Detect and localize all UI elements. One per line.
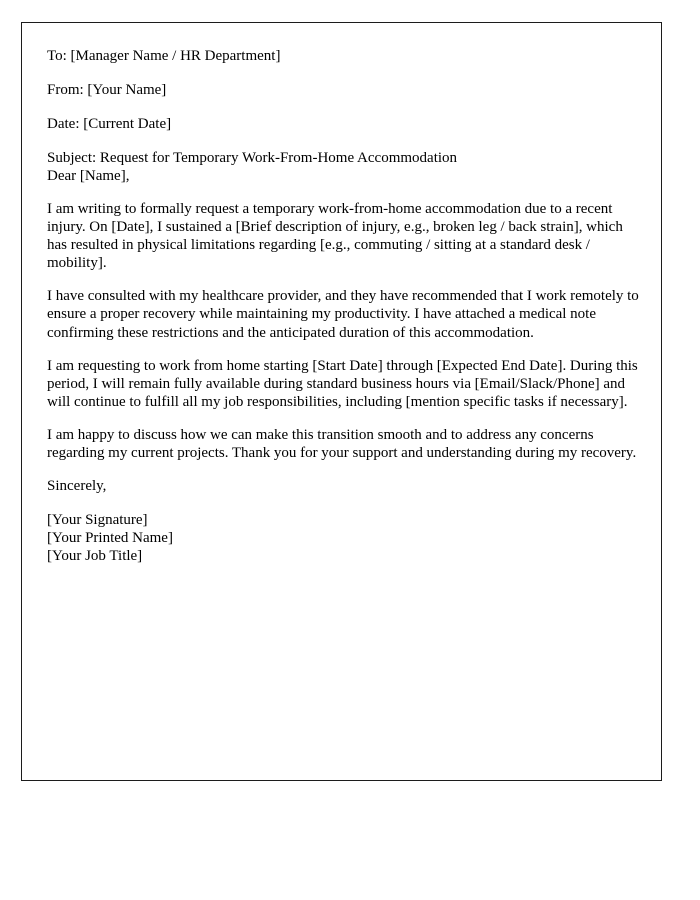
sender-line: From: [Your Name] [47, 82, 167, 98]
letter-body-block [47, 200, 639, 462]
date-line: Date: [Current Date] [47, 116, 172, 132]
closing-salutation: Sincerely, [47, 478, 107, 495]
letter-page [21, 22, 662, 781]
printed-name-placeholder: [Your Printed Name] [47, 530, 173, 547]
paragraph-request-duration: I am requesting to work from home starting [Start Date] through [Expected End Date]. During this period, I will remain fully available during standard business hours via [Email/Slack/Phone] and will continue to fulfill all my job responsibilities, including [mention specific tasks if necessary]. [47, 357, 638, 410]
recipient-line: To: [Manager Name / HR Department] [47, 48, 281, 64]
letter-header-block [47, 47, 639, 167]
job-title-placeholder: [Your Job Title] [47, 548, 143, 565]
signature-block [47, 511, 639, 565]
signature-placeholder: [Your Signature] [47, 512, 148, 529]
subject-line: Subject: Request for Temporary Work-From-Home Accommodation [47, 150, 458, 166]
paragraph-medical-recommendation: I have consulted with my healthcare provider, and they have recommended that I work remotely to ensure a proper recovery while maintaining my productivity. I have attached a medical note confirming these restrictions and the anticipated duration of this accommodation. [47, 288, 639, 341]
paragraph-injury-notice: I am writing to formally request a temporary work-from-home accommodation due to a recent injury. On [Date], I sustained a [Brief description of injury, e.g., broken leg / back strain], which has resulted in physical limitations regarding [e.g., commuting / sitting at a standard desk / mobility]. [47, 201, 623, 272]
paragraph-closing-discussion: I am happy to discuss how we can make this transition smooth and to address any concerns regarding my current projects. Thank you for your support and understanding during my recovery. [47, 426, 637, 462]
letter-content [47, 47, 639, 565]
salutation: Dear [Name], [47, 168, 130, 184]
